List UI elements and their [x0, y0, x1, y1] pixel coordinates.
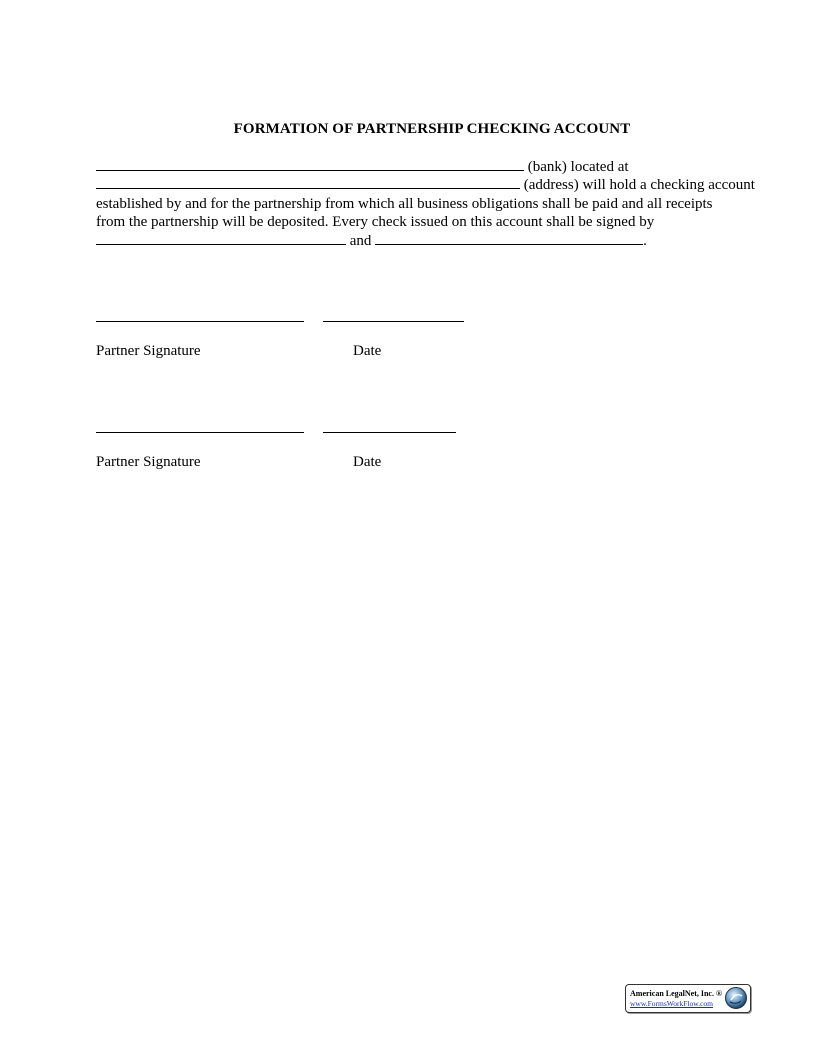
- signer-two-blank[interactable]: [375, 232, 643, 245]
- paragraph-line-3: established by and for the partnership from which all business obligations shall be paid and all receipts: [96, 196, 713, 212]
- address-label: (address) will hold a checking account: [520, 177, 755, 193]
- date-line-2[interactable]: [323, 432, 456, 433]
- end-period: .: [643, 233, 647, 249]
- globe-icon: [724, 986, 748, 1010]
- address-blank[interactable]: [96, 176, 520, 189]
- american-legalnet-logo[interactable]: [625, 984, 751, 1013]
- logo-company-name: American LegalNet, Inc. ®: [630, 989, 722, 998]
- paragraph-line-signers: [96, 232, 647, 250]
- bank-name-blank[interactable]: [96, 158, 524, 171]
- signer-one-blank[interactable]: [96, 232, 346, 245]
- date-line-1[interactable]: [323, 321, 464, 322]
- paragraph-line-4: from the partnership will be deposited. Every check issued on this account shall be signed by: [96, 214, 655, 230]
- partner-signature-label-2: Partner Signature: [96, 454, 201, 470]
- date-label-2: Date: [353, 454, 382, 470]
- bank-label: (bank) located at: [524, 159, 629, 175]
- logo-url-link[interactable]: www.FormsWorkFlow.com: [630, 999, 714, 1008]
- partner-signature-line-2[interactable]: [96, 432, 304, 433]
- and-word: and: [346, 233, 376, 249]
- paragraph-line-bank: [96, 158, 629, 176]
- paragraph-line-address: [96, 176, 755, 194]
- partner-signature-label-1: Partner Signature: [96, 343, 201, 359]
- document-title: FORMATION OF PARTNERSHIP CHECKING ACCOUNT: [233, 121, 631, 137]
- partner-signature-line-1[interactable]: [96, 321, 304, 322]
- date-label-1: Date: [353, 343, 382, 359]
